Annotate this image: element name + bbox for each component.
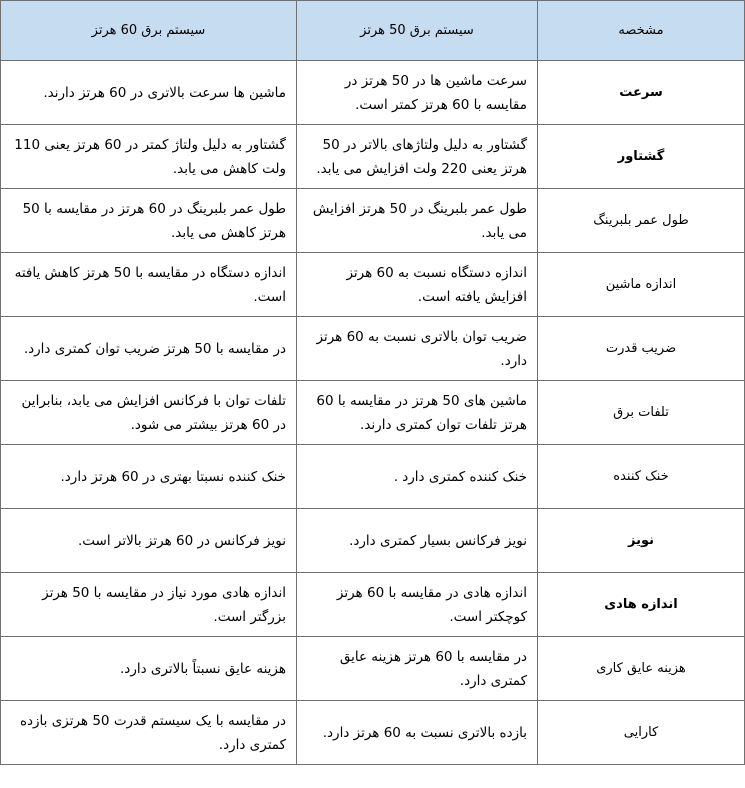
cell-60hz: تلفات توان با فرکانس افزایش می یابد، بنابراین در 60 هرتز بیشتر می شود.	[1, 381, 297, 445]
cell-50hz: اندازه هادی در مقایسه با 60 هرتز کوچکتر است.	[297, 573, 538, 637]
cell-60hz: نویز فرکانس در 60 هرتز بالاتر است.	[1, 509, 297, 573]
cell-50hz: خنک کننده کمتری دارد .	[297, 445, 538, 509]
cell-60hz: هزینه عایق نسبتاً بالاتری دارد.	[1, 637, 297, 701]
feature-cell: طول عمر بلبرینگ	[538, 189, 745, 253]
header-row	[1, 1, 745, 61]
cell-60hz: اندازه دستگاه در مقایسه با 50 هرتز کاهش یافته است.	[1, 253, 297, 317]
cell-60hz: در مقایسه با یک سیستم قدرت 50 هرتزی بازده کمتری دارد.	[1, 701, 297, 765]
header-50hz: سیستم برق 50 هرتز	[297, 1, 538, 61]
feature-cell: اندازه ماشین	[538, 253, 745, 317]
feature-cell: خنک کننده	[538, 445, 745, 509]
table-row	[1, 381, 745, 445]
table-row	[1, 509, 745, 573]
cell-60hz: گشتاور به دلیل ولتاژ کمتر در 60 هرتز یعنی 110 ولت کاهش می یابد.	[1, 125, 297, 189]
cell-50hz: طول عمر بلبرینگ در 50 هرتز افزایش می یابد.	[297, 189, 538, 253]
cell-50hz: بازده بالاتری نسبت به 60 هرتز دارد.	[297, 701, 538, 765]
cell-50hz: گشتاور به دلیل ولتاژهای بالاتر در 50 هرتز یعنی 220 ولت افزایش می یابد.	[297, 125, 538, 189]
table-row	[1, 189, 745, 253]
table-row	[1, 61, 745, 125]
table-row	[1, 701, 745, 765]
table-body	[1, 61, 745, 765]
feature-cell: ضریب قدرت	[538, 317, 745, 381]
feature-cell: سرعت	[538, 61, 745, 125]
cell-60hz: طول عمر بلبرینگ در 60 هرتز در مقایسه با 50 هرتز کاهش می یابد.	[1, 189, 297, 253]
header-60hz: سیستم برق 60 هرتز	[1, 1, 297, 61]
cell-50hz: در مقایسه با 60 هرتز هزینه عایق کمتری دارد.	[297, 637, 538, 701]
feature-cell: تلفات برق	[538, 381, 745, 445]
cell-50hz: اندازه دستگاه نسبت به 60 هرتز افزایش یافته است.	[297, 253, 538, 317]
cell-60hz: اندازه هادی مورد نیاز در مقایسه با 50 هرتز بزرگتر است.	[1, 573, 297, 637]
cell-60hz: ماشین ها سرعت بالاتری در 60 هرتز دارند.	[1, 61, 297, 125]
cell-50hz: سرعت ماشین ها در 50 هرتز در مقایسه با 60 هرتز کمتر است.	[297, 61, 538, 125]
table-row	[1, 253, 745, 317]
feature-cell: گشتاور	[538, 125, 745, 189]
feature-cell: هزینه عایق کاری	[538, 637, 745, 701]
header-feature: مشخصه	[538, 1, 745, 61]
table-row	[1, 445, 745, 509]
cell-60hz: در مقایسه با 50 هرتز ضریب توان کمتری دارد.	[1, 317, 297, 381]
cell-50hz: ماشین های 50 هرتز در مقایسه با 60 هرتز تلفات توان کمتری دارند.	[297, 381, 538, 445]
cell-50hz: نویز فرکانس بسیار کمتری دارد.	[297, 509, 538, 573]
feature-cell: کارایی	[538, 701, 745, 765]
feature-cell: اندازه هادی	[538, 573, 745, 637]
cell-50hz: ضریب توان بالاتری نسبت به 60 هرتز دارد.	[297, 317, 538, 381]
table-row	[1, 573, 745, 637]
feature-cell: نویز	[538, 509, 745, 573]
table-row	[1, 317, 745, 381]
cell-60hz: خنک کننده نسبتا بهتری در 60 هرتز دارد.	[1, 445, 297, 509]
table-row	[1, 637, 745, 701]
table-row	[1, 125, 745, 189]
